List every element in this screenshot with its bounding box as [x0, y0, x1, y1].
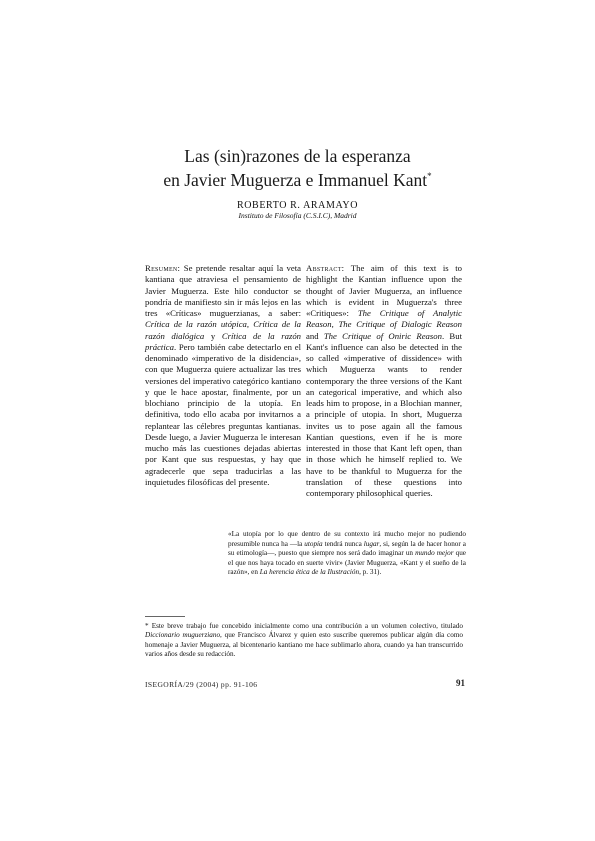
resumen-label: Resumen:	[145, 263, 181, 273]
author-name: ROBERTO R. ARAMAYO	[236, 200, 359, 211]
title-line-1: Las (sin)razones de la esperanza	[184, 146, 411, 166]
footnote-mark: *	[145, 622, 149, 630]
running-footer: ISEGORÍA/29 (2004) pp. 91-106	[145, 680, 258, 689]
footnote	[145, 622, 463, 660]
abstract-and: and	[306, 330, 324, 341]
abstract-work-3: The Critique of Oniric Reason	[323, 330, 442, 341]
resumen-work-3: Crítica de la razón práctica	[145, 330, 302, 352]
title-line-2-text: en Javier Muguerza e Immanuel Kant	[163, 169, 428, 190]
abstract-work-2: The Critique of Dialogic Reason	[338, 319, 462, 330]
footnote-italic-title: Diccionario muguerziano	[145, 631, 221, 640]
page-number: 91	[456, 678, 465, 688]
article-title	[0, 146, 595, 190]
epigraph-italic-3: mundo mejor	[415, 549, 454, 558]
title-line-2	[0, 166, 595, 190]
footnote-text-2: , que Francisco Álvarez y quien esto suscribe queremos publicar algún día como homenaje a Javier Muguerza, al bicentenario kantiano me hace sublimarlo ahora, cuando ya han transcurrido varios años desde su redacción.	[145, 631, 463, 659]
resumen-text: Se pretende resaltar aquí la veta kantiana que atraviesa el pensamiento de Javier Muguerza. Este hilo conductor se pondría de manifiesto sin ir más lejos en las tres «Críticas» muguerzianas, a saber:	[145, 263, 301, 318]
title-footnote-mark: *	[427, 171, 432, 181]
abstract-work-1: The Critique of Analytic Reason	[306, 308, 462, 330]
abstract-label: Abstract:	[306, 263, 345, 273]
resumen-work-1: Crítica de la razón utópica	[145, 319, 247, 330]
abstract-text: The aim of this text is to highlight the Kantian influence upon the thought of Javier Muguerza, an influence which is evident in Muguerza's three «Critiques»:	[306, 263, 462, 318]
epigraph-italic-2: lugar	[363, 539, 380, 548]
epigraph-italic-4: La herencia ética de la Ilustración	[259, 568, 360, 577]
footnote-text-1: Este breve trabajo fue concebido inicialmente como una contribución a un volumen colectivo, titulado	[148, 622, 463, 630]
epigraph-italic-1: utopía	[304, 539, 323, 548]
resumen-work-2: Crítica de la razón dialógica	[145, 319, 301, 341]
footnote-divider	[145, 616, 185, 617]
epigraph-text-3: , si, según la de hacer honor a su etimología—, puesto que siempre nos será dado imaginar un	[228, 539, 466, 558]
epigraph-text-1: «La utopía por lo que dentro de su contexto irá mucho mejor no pudiendo presumible nunca ha —la	[228, 530, 466, 548]
resumen-column: Resumen: Se pretende resaltar aquí la veta kantiana que atraviesa el pensamiento de Javier Muguerza. Este hilo conductor se pondría de manifiesto sin ir más lejos en las tres «Críticas» muguerzianas, a saber: Crítica de la razón utópica, Crítica de la razón dialógica y Crítica de la razón práctica. Pero también cabe detectarlo en el denominado «imperativo de la disidencia», con que Muguerza quiere actualizar las tres versiones del imperativo categórico kantiano y que le hace apostar, finalmente, por un blochiano principio de la utopía. En definitiva, todo ello acaba por invitarnos a replantear las célebres preguntas kantianas. Desde luego, a Javier Muguerza le interesan mucho más las cuestiones dejadas abiertas por Kant que sus respuestas, y hay que agradecerle que sepa traducirlas a las inquietudes filosóficas del presente.	[145, 263, 302, 487]
resumen-text-2: . Pero también cabe detectarlo en el denominado «imperativo de la disidencia», con que Muguerza quiere actualizar las tres versiones del imperativo categórico kantiano y que le hace apostar, finalmente, por un blochiano principio de la utopía. En definitiva, todo ello acaba por invitarnos a replantear las célebres preguntas kantianas. Desde luego, a Javier Muguerza le interesan mucho más las cuestiones dejadas abiertas por Kant que sus respuestas, y hay que agradecerle que sepa traducirlas a las inquietudes filosóficas del presente.	[145, 341, 301, 487]
abstract-text-2: . But Kant's influence can also be detected in the so called «imperative of dissidence» with which Muguerza wants to render contemporary the three versions of the Kant an categorical imperative, and which also leads him to propose, in a Blochian manner, a principle of utopia. In short, Muguerza invites us to pose again all the famous Kantian questions, even if he is more interested in those that Kant left open, than in those which he himself replied to. We have to be thankful to Muguerza for the translation of these questions into contemporary philosophical queries.	[306, 330, 462, 498]
epigraph-text-2: tendrá nunca	[322, 539, 364, 548]
epigraph	[228, 530, 466, 578]
author-affiliation: Instituto de Filosofía (C.S.I.C), Madrid	[238, 211, 357, 220]
epigraph-text-5: , p. 31).	[359, 568, 382, 577]
abstract-column: Abstract: The aim of this text is to highlight the Kantian influence upon the thought of Javier Muguerza, an influence which is evident in Muguerza's three «Critiques»: The Critique of Analytic Reason, The Critique of Dialogic Reason and The Critique of Oniric Reason. But Kant's influence can also be detected in the so called «imperative of dissidence» with which Muguerza wants to render contemporary the three versions of the Kant an categorical imperative, and which also leads him to propose, in a Blochian manner, a principle of utopia. In short, Muguerza invites us to pose again all the famous Kantian questions, even if he is more interested in those that Kant left open, than in those which he himself replied to. We have to be thankful to Muguerza for the translation of these questions into contemporary philosophical queries.	[306, 263, 462, 498]
epigraph-text-4: que el que nos haya tocado en suerte vivir» (Javier Muguerza, «Kant y el sueño de la razón», en	[228, 549, 466, 577]
